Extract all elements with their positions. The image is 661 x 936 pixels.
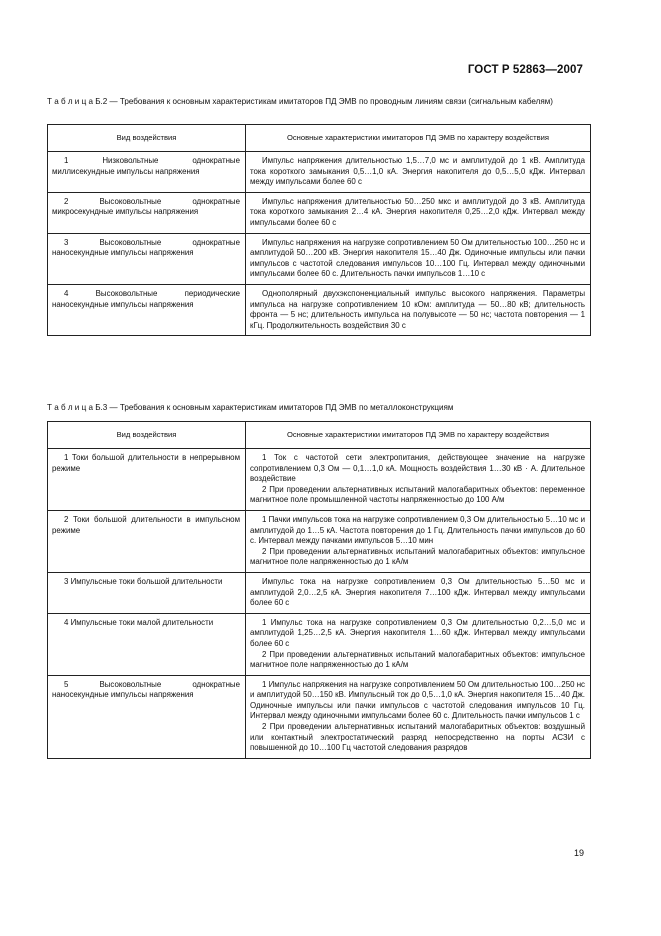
column-header-characteristics: Основные характеристики имитаторов ПД ЭМВ по характеру воздействия — [246, 125, 591, 152]
table-row — [48, 192, 591, 233]
table-row — [48, 152, 591, 193]
impact-type-text: 3 Высоковольтные однократные наносекундные импульсы напряжения — [52, 237, 240, 258]
characteristics-cell — [246, 192, 591, 233]
table-header-row — [48, 125, 591, 152]
column-header-type: Вид воздействия — [48, 422, 246, 449]
impact-type-text: 1 Токи большой длительности в непрерывном режиме — [52, 453, 240, 473]
table-b3 — [47, 421, 591, 759]
table-header-row — [48, 422, 591, 449]
characteristics-paragraph: 2 При проведении альтернативных испытаний малогабаритных объектов: импульсное магнитное поле напряженностью до 1 кА/м — [250, 546, 585, 567]
impact-type-text: 3 Импульсные токи большой длительности — [64, 576, 223, 586]
column-header-type: Вид воздействия — [48, 125, 246, 152]
table-row — [48, 233, 591, 284]
impact-type-cell — [48, 152, 246, 193]
impact-type-cell — [48, 284, 246, 335]
document-id: ГОСТ Р 52863—2007 — [467, 64, 583, 76]
table-row — [48, 449, 591, 511]
characteristics-paragraph: Импульс тока на нагрузке сопротивлением 0,3 Ом длительностью 5…50 мс и амплитудой 2,0…2,5 кА. Энергия накопителя 7…100 кДж. Интервал между импульсами более 60 с — [250, 576, 585, 608]
characteristics-paragraph: 2 При проведении альтернативных испытаний малогабаритных объектов: переменное магнитное поле промышленной частоты напряженностью до 100 А/м — [250, 484, 585, 505]
impact-type-text: 4 Импульсные токи малой длительности — [64, 617, 214, 627]
characteristics-paragraph: 1 Импульс напряжения на нагрузке сопротивлением 50 Ом длительностью 100…250 нс и амплитудой 50…150 кВ. Импульсный ток до 0,5…1,0 кА. Энергия накопителя 15…40 Дж. Одиночные импульсы или пачки импульсов с частотой следования импульсов 10 Гц. Интервал между одиночными импульсами более 60 с. Длительность пачки импульсов 1 с — [250, 679, 585, 721]
impact-type-text: 2 Токи большой длительности в импульсном режиме — [52, 514, 240, 535]
impact-type-cell — [48, 233, 246, 284]
characteristics-cell — [246, 233, 591, 284]
table-row — [48, 675, 591, 758]
impact-type-text: 2 Высоковольтные однократные микросекундные импульсы напряжения — [52, 196, 240, 217]
characteristics-paragraph: Однополярный двухэкспоненциальный импульс высокого напряжения. Параметры импульса на нагрузке сопротивлением 10 кОм: амплитуда — 50…80 кВ; длительность фронта — 5 нс; длительность импульса на полувысоте — 50 нс; частота повторения — 1 кГц. Продолжительность воздействия 30 с — [250, 288, 585, 330]
impact-type-text: 4 Высоковольтные периодические наносекундные импульсы напряжения — [52, 288, 240, 309]
table-b2 — [47, 124, 591, 336]
table-b2-caption: Т а б л и ц а Б.2 — Требования к основным характеристикам имитаторов ПД ЭМВ по проводным линиям связи (сигнальным кабелям) — [47, 97, 553, 106]
table-b2-body — [48, 152, 591, 336]
characteristics-paragraph: Импульс напряжения на нагрузке сопротивлением 50 Ом длительностью 100…250 нс и амплитудой 50…200 кВ. Энергия накопителя 15…40 Дж. Одиночные импульсы или пачки импульсов с частотой следования импульсов 10…100 Гц. Интервал между одиночными импульсами более 60 с. Длительность пачки импульсов 1…10 с — [250, 237, 585, 279]
characteristics-paragraph: 1 Пачки импульсов тока на нагрузке сопротивлением 0,3 Ом длительностью 5…10 мс и амплитудой до 1…5 кА. Частота повторения до 1 Гц. Длительность пачки импульсов до 60 с. Интервал между пачками импульсов 5…10 мин — [250, 514, 585, 546]
characteristics-paragraph: 2 При проведении альтернативных испытаний малогабаритных объектов: воздушный или контактный электростатический разряд непосредственно на порты АСЗИ с повышенной до 10…100 Гц частотой следования разрядов — [250, 722, 585, 753]
impact-type-cell — [48, 192, 246, 233]
characteristics-cell — [246, 613, 591, 675]
characteristics-cell — [246, 284, 591, 335]
characteristics-paragraph: 1 Ток с частотой сети электропитания, действующее значение на нагрузке сопротивлением 0,3 Ом — 0,1…1,0 кА. Мощность воздействия 1…30 кВ · А. Длительное воздействие — [250, 453, 585, 484]
characteristics-paragraph: 2 При проведении альтернативных испытаний малогабаритных объектов: импульсное магнитное поле напряженностью до 1 кА/м — [250, 649, 585, 670]
page-number: 19 — [573, 848, 584, 858]
column-header-characteristics: Основные характеристики имитаторов ПД ЭМВ по характеру воздействия — [246, 422, 591, 449]
table-b3-caption: Т а б л и ц а Б.3 — Требования к основным характеристикам имитаторов ПД ЭМВ по металлоконструкциям — [47, 403, 454, 412]
table-row — [48, 572, 591, 613]
table-row — [48, 613, 591, 675]
impact-type-cell — [48, 675, 246, 758]
characteristics-paragraph: Импульс напряжения длительностью 1,5…7,0 мс и амплитудой до 1 кВ. Амплитуда тока короткого замыкания 0,5…1,0 кА. Энергия накопителя до 0,5…5,0 кДж. Интервал между импульсами более 60 с — [250, 156, 585, 187]
table-b3-body — [48, 449, 591, 759]
characteristics-paragraph: Импульс напряжения длительностью 50…250 мкс и амплитудой до 3 кВ. Амплитуда тока короткого замыкания 2…4 кА. Энергия накопителя 0,25…2,0 кДж. Интервал между импульсами более 60 с — [250, 196, 585, 227]
characteristics-cell — [246, 572, 591, 613]
impact-type-cell — [48, 613, 246, 675]
characteristics-cell — [246, 152, 591, 193]
impact-type-cell — [48, 449, 246, 511]
impact-type-cell — [48, 572, 246, 613]
characteristics-paragraph: 1 Импульс тока на нагрузке сопротивлением 0,3 Ом длительностью 0,2…5,0 мс и амплитудой 1,25…2,5 кА. Энергия накопителя 1…60 кДж. Интервал между импульсами более 60 с — [250, 617, 585, 648]
table-row — [48, 510, 591, 572]
characteristics-cell — [246, 510, 591, 572]
impact-type-cell — [48, 510, 246, 572]
impact-type-text: 1 Низковольтные однократные миллисекундные импульсы напряжения — [52, 156, 240, 176]
characteristics-cell — [246, 449, 591, 511]
characteristics-cell — [246, 675, 591, 758]
table-row — [48, 284, 591, 335]
impact-type-text: 5 Высоковольтные однократные наносекундные импульсы напряжения — [52, 679, 240, 700]
